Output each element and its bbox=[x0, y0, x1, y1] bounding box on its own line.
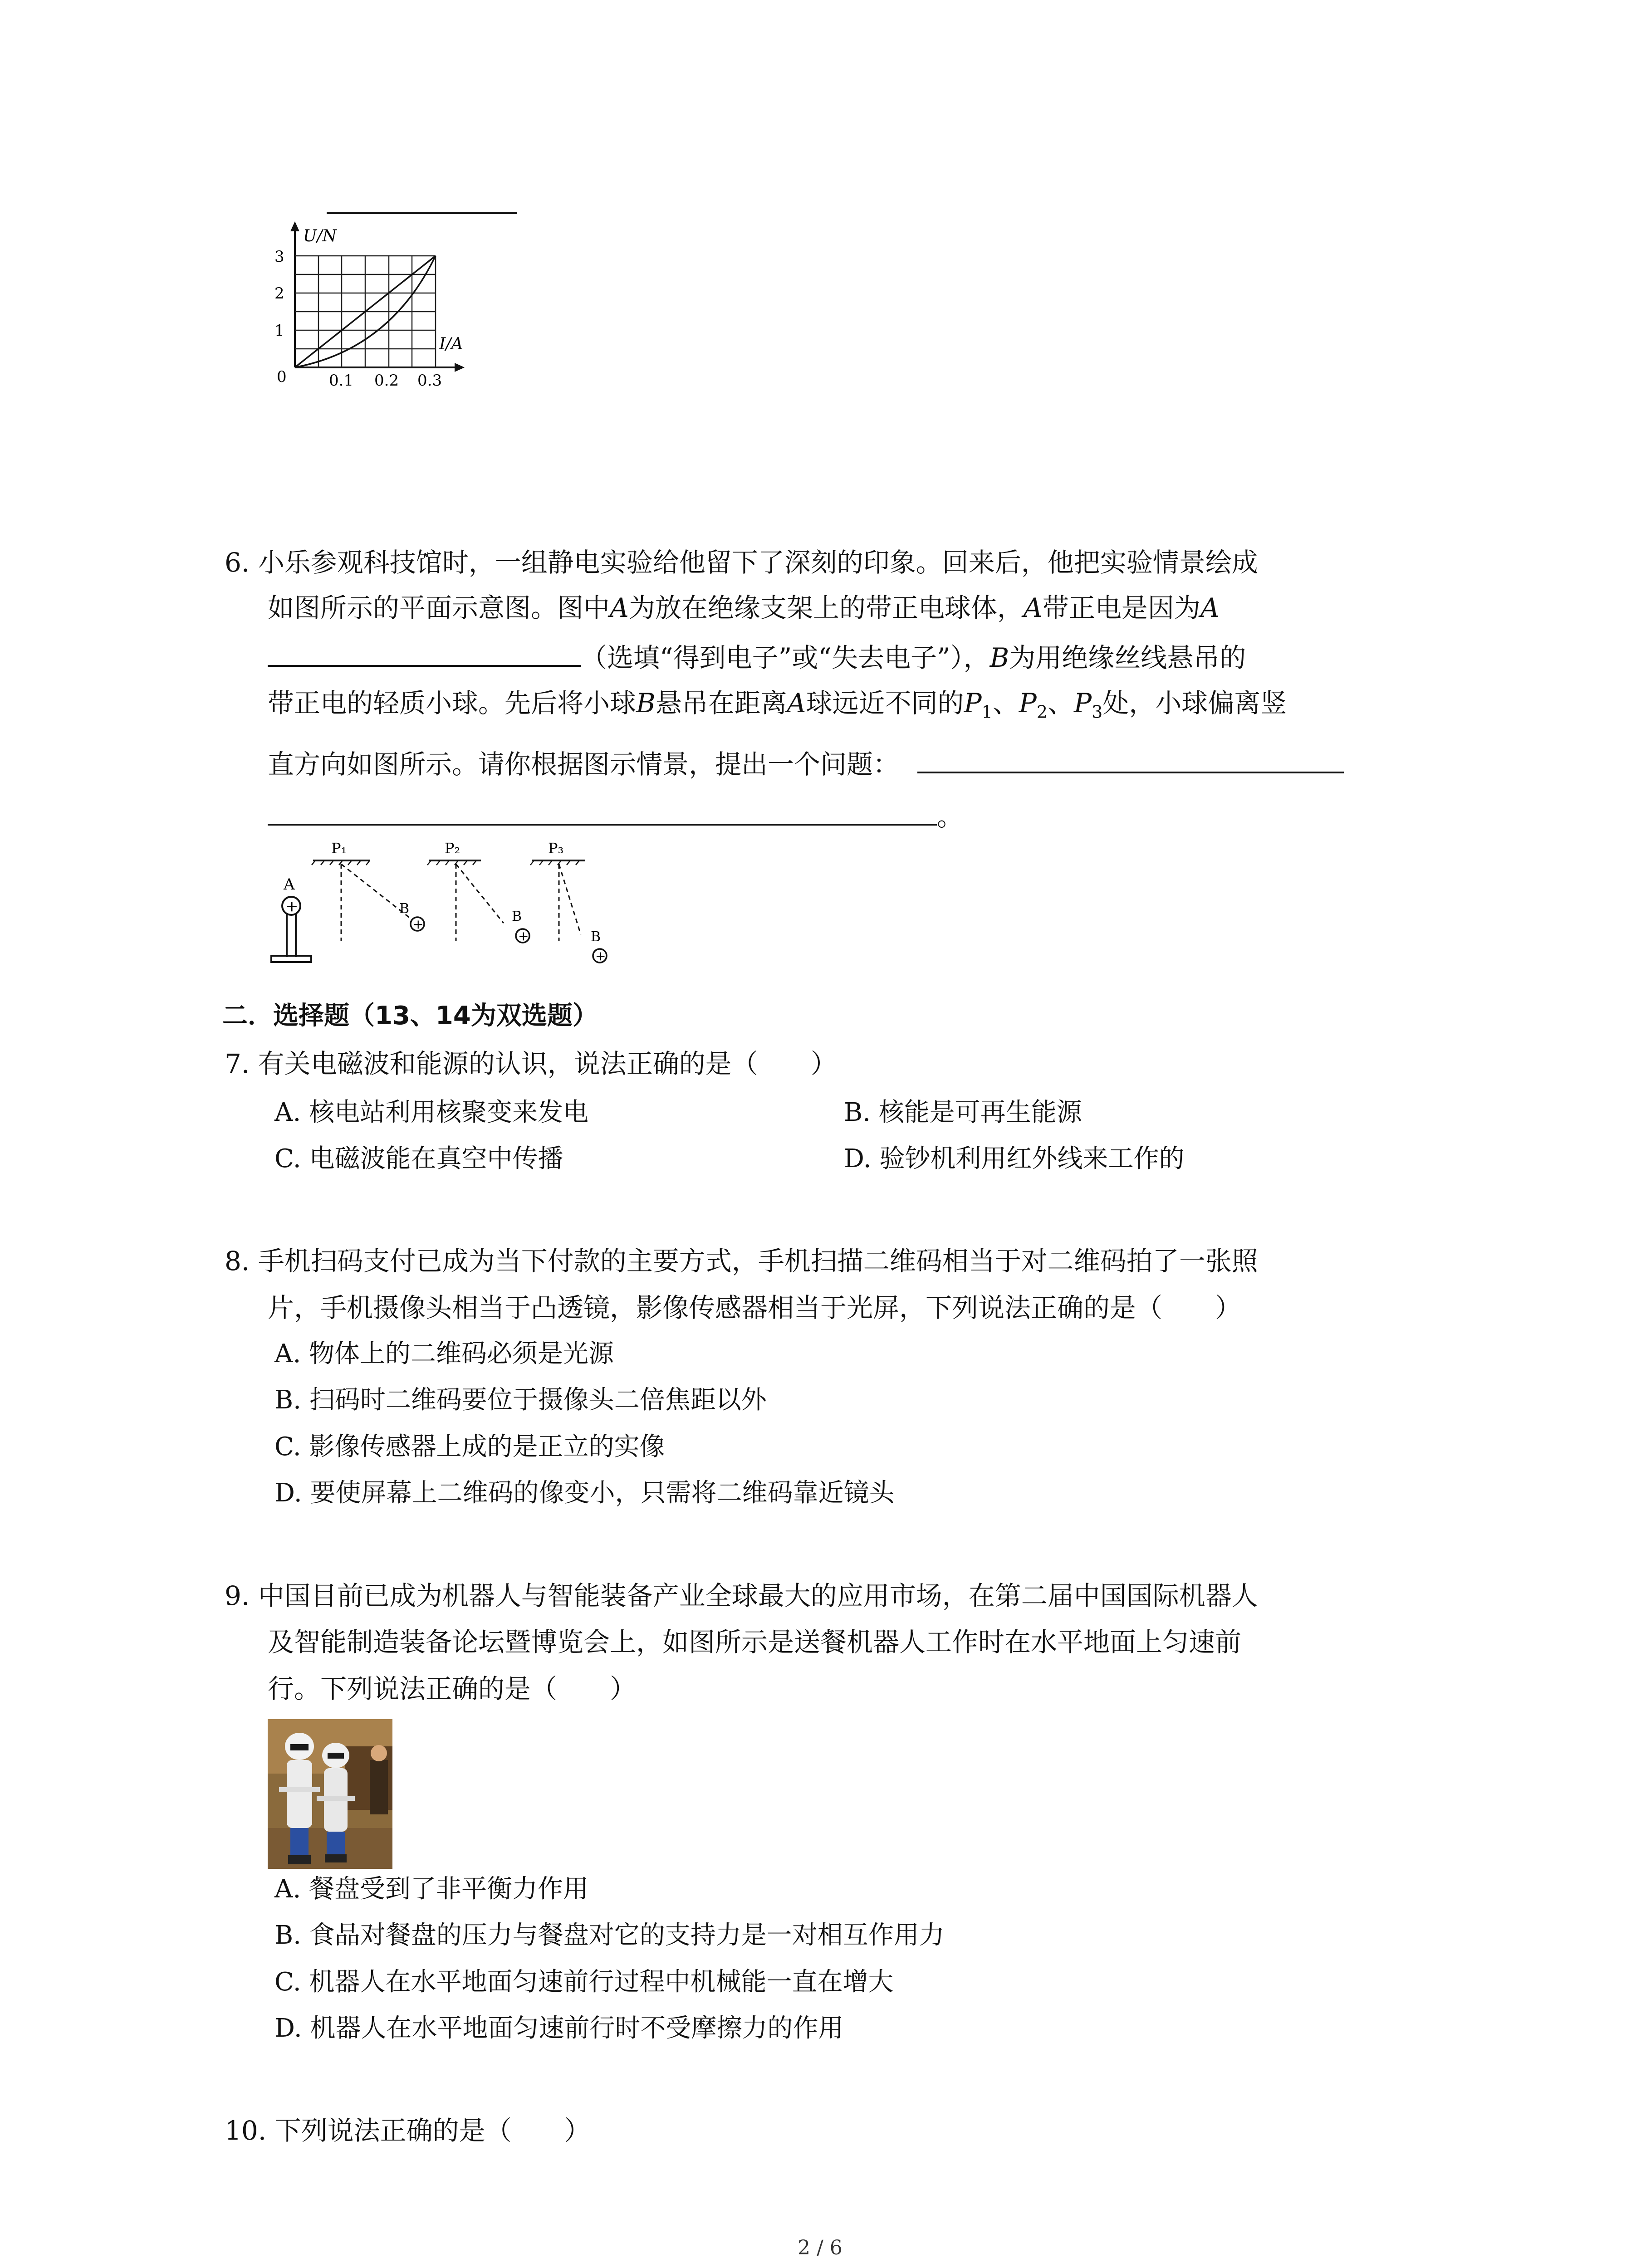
svg-text:B: B bbox=[399, 901, 410, 917]
svg-text:+: + bbox=[595, 948, 606, 963]
label-p1: P₁ bbox=[331, 840, 347, 857]
origin-label: 0 bbox=[277, 368, 287, 386]
q7-option-d[interactable]: D. 验钞机利用红外线来工作的 bbox=[844, 1144, 1185, 1173]
svg-text:+: + bbox=[518, 929, 529, 943]
x-axis-label: I/A bbox=[439, 335, 463, 353]
answer-blank-question-b[interactable] bbox=[268, 798, 937, 826]
svg-text:+: + bbox=[285, 897, 299, 915]
label-p2: P₂ bbox=[445, 840, 460, 857]
x-tick-1: 0.1 bbox=[329, 371, 354, 390]
q7-option-a[interactable]: A. 核电站利用核聚变来发电 bbox=[274, 1098, 589, 1127]
q6-line-4: 带正电的轻质小球。先后将小球B悬吊在距离A球远近不同的$P_1$、$P_2$、$P_3$处，小球偏离竖 bbox=[268, 688, 1287, 722]
label-a: A bbox=[284, 875, 295, 894]
q8-stem-2: 片，手机摄像头相当于凸透镜，影像传感器相当于光屏，下列说法正确的是（ ） bbox=[268, 1292, 1242, 1323]
answer-blank-question-a[interactable] bbox=[917, 746, 1344, 773]
answer-blank-top[interactable] bbox=[327, 212, 517, 214]
robot-photo bbox=[268, 1719, 392, 1869]
u-i-graph bbox=[254, 218, 508, 399]
q6-line-3: （选填“得到电子”或“失去电子”），B为用绝缘丝线悬吊的 bbox=[268, 640, 1246, 674]
x-axis-arrow bbox=[455, 363, 465, 372]
q9-stem-3: 行。下列说法正确的是（ ） bbox=[268, 1673, 637, 1704]
x-tick-2: 0.2 bbox=[374, 371, 399, 390]
y-tick-3: 3 bbox=[274, 248, 284, 266]
y-axis-arrow bbox=[290, 221, 299, 231]
q7-option-b[interactable]: B. 核能是可再生能源 bbox=[844, 1098, 1082, 1127]
q8-option-b[interactable]: B. 扫码时二维码要位于摄像头二倍焦距以外 bbox=[274, 1385, 767, 1415]
q8-option-a[interactable]: A. 物体上的二维码必须是光源 bbox=[274, 1339, 614, 1369]
svg-text:+: + bbox=[413, 917, 424, 932]
label-p3: P₃ bbox=[548, 840, 564, 857]
svg-text:B: B bbox=[591, 929, 601, 945]
q7-stem: 7. 有关电磁波和能源的认识，说法正确的是（ ） bbox=[225, 1048, 837, 1079]
q6-line-5: 直方向如图所示。请你根据图示情景，提出一个问题： bbox=[268, 746, 1344, 780]
svg-text:B: B bbox=[512, 909, 522, 924]
x-tick-3: 0.3 bbox=[417, 371, 442, 390]
q6-line-2: 如图所示的平面示意图。图中A为放在绝缘支架上的带正电球体，A带正电是因为A bbox=[268, 592, 1220, 623]
q8-stem-1: 8. 手机扫码支付已成为当下付款的主要方式，手机扫描二维码相当于对二维码拍了一张照 bbox=[225, 1246, 1258, 1276]
y-tick-2: 2 bbox=[274, 284, 284, 303]
q9-option-a[interactable]: A. 餐盘受到了非平衡力作用 bbox=[274, 1874, 589, 1904]
static-electricity-figure bbox=[263, 837, 617, 968]
q6-line-6: 。 bbox=[268, 798, 963, 832]
q9-option-b[interactable]: B. 食品对餐盘的压力与餐盘对它的支持力是一对相互作用力 bbox=[274, 1921, 945, 1950]
q8-option-d[interactable]: D. 要使屏幕上二维码的像变小，只需将二维码靠近镜头 bbox=[274, 1478, 895, 1508]
section-title: 二．选择题（13、14为双选题） bbox=[222, 1001, 598, 1031]
q6-line-1: 6. 小乐参观科技馆时，一组静电实验给他留下了深刻的印象。回来后，他把实验情景绘成 bbox=[225, 547, 1258, 578]
y-axis-label: U/N bbox=[303, 227, 337, 245]
page-number: 2 / 6 bbox=[798, 2236, 843, 2259]
q7-option-c[interactable]: C. 电磁波能在真空中传播 bbox=[274, 1144, 563, 1173]
q9-option-d[interactable]: D. 机器人在水平地面匀速前行时不受摩擦力的作用 bbox=[274, 2014, 844, 2043]
q8-option-c[interactable]: C. 影像传感器上成的是正立的实像 bbox=[274, 1432, 665, 1461]
q9-stem-2: 及智能制造装备论坛暨博览会上，如图所示是送餐机器人工作时在水平地面上匀速前 bbox=[268, 1627, 1242, 1657]
answer-blank-electron[interactable] bbox=[268, 640, 581, 667]
q9-stem-1: 9. 中国目前已成为机器人与智能装备产业全球最大的应用市场，在第二届中国国际机器人 bbox=[225, 1580, 1258, 1611]
y-tick-1: 1 bbox=[274, 322, 284, 340]
q10-stem: 10. 下列说法正确的是（ ） bbox=[225, 2115, 591, 2146]
q9-option-c[interactable]: C. 机器人在水平地面匀速前行过程中机械能一直在增大 bbox=[274, 1967, 894, 1997]
